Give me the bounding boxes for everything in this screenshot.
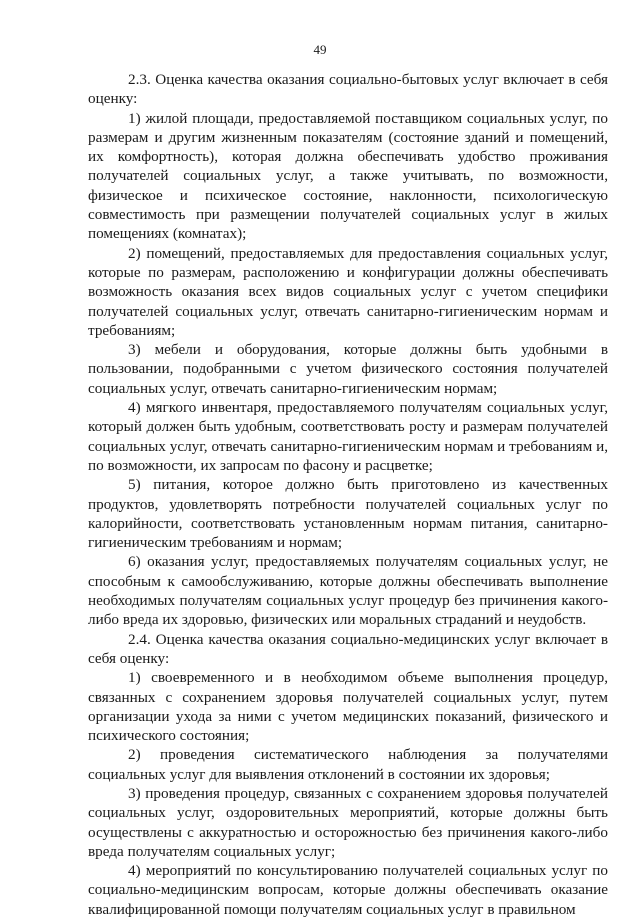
section-2-4-intro: 2.4. Оценка качества оказания социально-медицинских услуг включает в себя оценку:: [88, 630, 608, 667]
paragraph-2-4-item-4: 4) мероприятий по консультированию получателей социальных услуг по социально-медицинским вопросам, которые должны обеспечивать оказание квалифицированной помощи получателям социальных услуг в правильном: [88, 862, 608, 918]
page-number: 49: [313, 42, 327, 57]
paragraph-2-3-item-3: 3) мебели и оборудования, которые должны быть удобными в пользовании, подобранными с учетом физического состояния получателей социальных услуг, отвечать санитарно-гигиеническим нормам;: [88, 341, 608, 397]
paragraph-2-3-item-5: 5) питания, которое должно быть приготовлено из качественных продуктов, удовлетворять потребности получателей социальных услуг по калорийности, соответствовать установленным нормам питания, санитарно-гигиеническим требованиям и нормам;: [88, 476, 608, 552]
paragraph-2-4-item-3: 3) проведения процедур, связанных с сохранением здоровья получателей социальных услуг, оздоровительных мероприятий, которые должны быть осуществлены с аккуратностью и осторожностью без причинения какого-либо вреда получателям социальных услуг;: [88, 784, 608, 860]
paragraph-2-3-item-1: 1) жилой площади, предоставляемой поставщиком социальных услуг, по размерам и другим жизненным показателям (состояние зданий и помещений, их комфортность), которая должна обеспечивать удобство проживания получателей социальных услуг, а также учитывать, по возможности, физическое и психическое состояние, наклонности, психологическую совместимость при размещении получателей социальных услуг в жилых помещениях (комнатах);: [88, 109, 608, 243]
paragraph-2-3-item-6: 6) оказания услуг, предоставляемых получателям социальных услуг, не способным к самообслуживанию, которые должны обеспечивать выполнение необходимых получателям социальных услуг процедур без причинения какого-либо вреда их здоровью, физических или моральных страданий и неудобств.: [88, 553, 608, 629]
document-body: [88, 70, 608, 919]
paragraph-2-3-item-2: 2) помещений, предоставляемых для предоставления социальных услуг, которые по размерам, расположению и конфигурации должны обеспечивать возможность оказания всех видов социальных услуг с учетом специфики получателей социальных услуг, отвечать санитарно-гигиеническим нормам и требованиям;: [88, 244, 608, 339]
paragraph-2-4-item-1: 1) своевременного и в необходимом объеме выполнения процедур, связанных с сохранением здоровья получателей социальных услуг, путем организации ухода за ними с учетом медицинских показаний, физического и психического состояния;: [88, 669, 608, 745]
section-2-3-intro: 2.3. Оценка качества оказания социально-бытовых услуг включает в себя оценку:: [88, 71, 608, 108]
paragraph-2-3-item-4: 4) мягкого инвентаря, предоставляемого получателям социальных услуг, который должен быть удобным, соответствовать росту и размерам получателей социальных услуг, отвечать санитарно-гигиеническим нормам и требованиям и, по возможности, их запросам по фасону и расцветке;: [88, 399, 608, 474]
paragraph-2-4-item-2: 2) проведения систематического наблюдения за получателями социальных услуг для выявления отклонений в состоянии их здоровья;: [88, 746, 608, 783]
